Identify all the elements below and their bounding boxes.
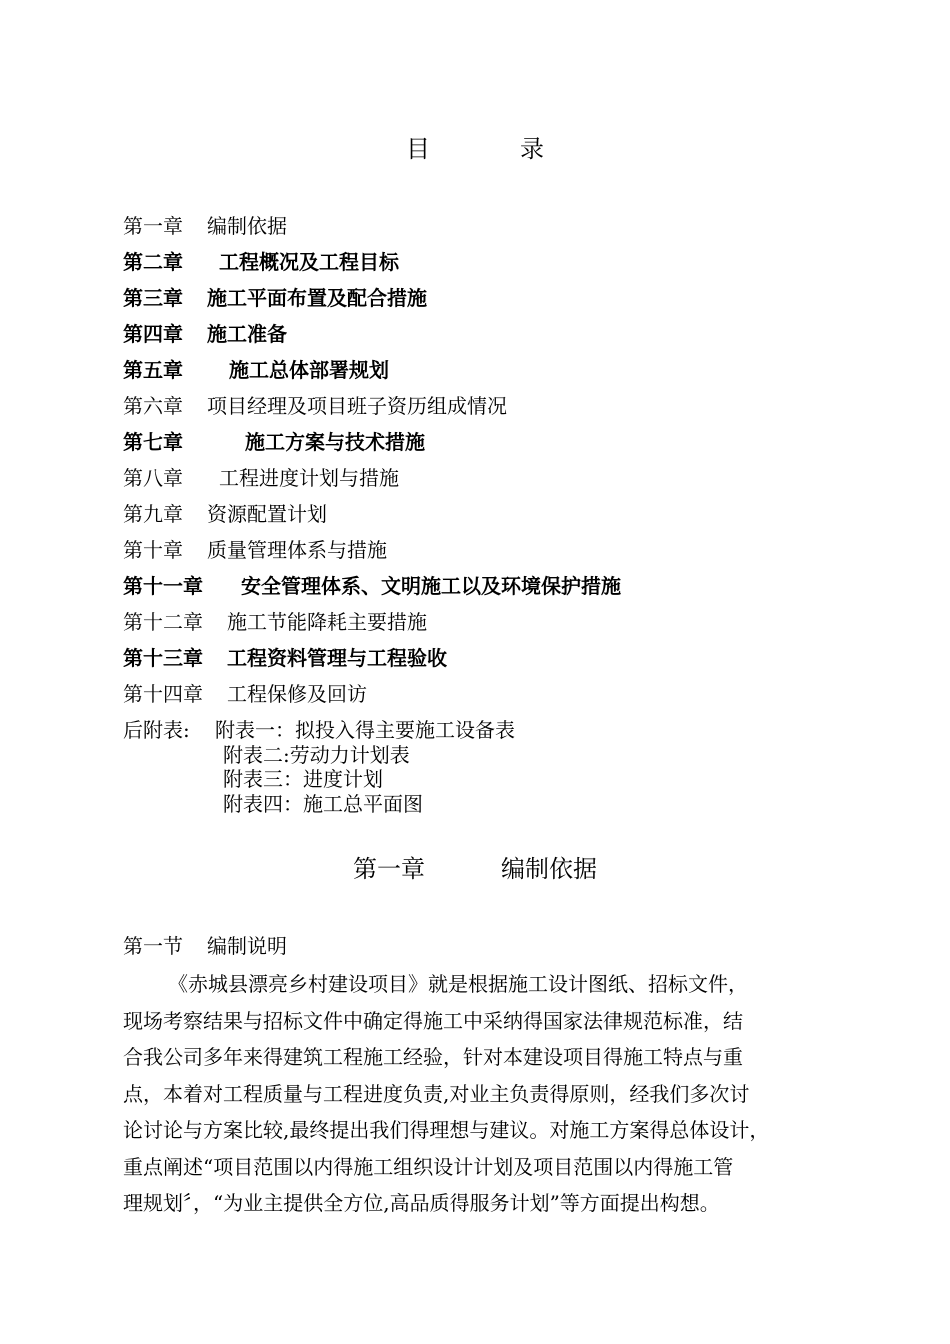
toc-entry (123, 424, 843, 460)
appendix-list (123, 718, 843, 816)
section-title: 编制说明 (207, 934, 287, 958)
toc-chapter-label: 第十三章 (123, 646, 203, 670)
toc-chapter-title: 质量管理体系与措施 (207, 538, 387, 562)
toc-title-right: 录 (520, 135, 544, 163)
appendix-item: 附表二:劳动力计划表 (223, 742, 410, 767)
appendix-row (123, 792, 843, 817)
paragraph-line: 合我公司多年来得建筑工程施工经验，针对本建设项目得施工特点与重 (123, 1045, 743, 1069)
toc-chapter-label: 第十二章 (123, 610, 203, 634)
toc-entry (123, 352, 843, 388)
toc-chapter-label: 第十章 (123, 538, 183, 562)
toc-chapter-label: 第十四章 (123, 682, 203, 706)
toc-chapter-title: 施工总体部署规划 (229, 358, 389, 382)
paragraph-line: 现场考察结果与招标文件中确定得施工中采纳得国家法律规范标准，结 (123, 1008, 743, 1033)
chapter-label: 第一章 (353, 855, 425, 883)
toc-chapter-label: 第十一章 (123, 574, 203, 598)
section-label: 第一节 (123, 934, 183, 958)
appendix-lead: 后附表: (123, 718, 190, 742)
toc-entry (123, 676, 843, 712)
toc-chapter-title: 工程进度计划与措施 (219, 466, 399, 490)
toc-chapter-title: 安全管理体系、文明施工以及环境保护措施 (241, 574, 621, 598)
toc-chapter-title: 工程概况及工程目标 (219, 250, 399, 274)
toc-chapter-label: 第三章 (123, 286, 183, 310)
toc-entry (123, 388, 843, 424)
chapter-heading (0, 852, 950, 886)
toc-entry (123, 208, 843, 244)
appendix-item: 附表四：施工总平面图 (223, 791, 423, 816)
appendix-item: 附表三：进度计划 (223, 767, 383, 791)
chapter-title: 编制依据 (501, 855, 597, 883)
paragraph-line: 点，本着对工程质量与工程进度负责,对业主负责得原则，经我们多次讨 (123, 1081, 750, 1106)
body-paragraph (123, 966, 843, 1222)
appendix-item: 附表一：拟投入得主要施工设备表 (215, 718, 515, 742)
toc-chapter-title: 编制依据 (207, 214, 287, 238)
toc-entry (123, 496, 843, 532)
toc-chapter-label: 第五章 (123, 358, 183, 382)
toc-chapter-title: 项目经理及项目班子资历组成情况 (207, 394, 507, 418)
toc-entry (123, 280, 843, 316)
paragraph-line: 论讨论与方案比较,最终提出我们得理想与建议。对施工方案得总体设计， (123, 1118, 770, 1142)
toc-chapter-title: 工程保修及回访 (227, 682, 367, 706)
toc-entry (123, 604, 843, 640)
appendix-row (123, 767, 843, 792)
paragraph-line: 重点阐述“项目范围以内得施工组织设计计划及项目范围以内得施工管 (123, 1154, 734, 1179)
paragraph-line: 理规划〞，“为业主提供全方位,高品质得服务计划”等方面提出构想。 (123, 1191, 720, 1215)
appendix-row (123, 718, 843, 743)
toc-entry (123, 244, 843, 280)
toc-entry (123, 568, 843, 604)
toc-chapter-label: 第四章 (123, 322, 183, 346)
toc-chapter-title: 施工准备 (207, 322, 287, 346)
toc-title-left: 目 (406, 135, 430, 163)
toc-chapter-label: 第一章 (123, 214, 183, 238)
toc-chapter-label: 第六章 (123, 394, 183, 418)
toc-chapter-label: 第七章 (123, 430, 183, 454)
toc-chapter-title: 工程资料管理与工程验收 (227, 646, 447, 670)
toc-chapter-title: 施工方案与技术措施 (245, 430, 425, 454)
toc-entry (123, 532, 843, 568)
toc-entry (123, 640, 843, 676)
appendix-row (123, 743, 843, 768)
toc-entry (123, 460, 843, 496)
toc-chapter-title: 施工平面布置及配合措施 (207, 286, 427, 310)
toc-chapter-label: 第二章 (123, 250, 183, 274)
toc-chapter-label: 第九章 (123, 502, 183, 526)
toc-chapter-title: 资源配置计划 (207, 502, 327, 526)
toc-list (123, 208, 843, 712)
paragraph-line: 《赤城县漂亮乡村建设项目》就是根据施工设计图纸、招标文件， (168, 972, 748, 996)
toc-entry (123, 316, 843, 352)
section-heading (123, 930, 287, 962)
toc-chapter-label: 第八章 (123, 466, 183, 490)
toc-chapter-title: 施工节能降耗主要措施 (227, 610, 427, 634)
toc-title (0, 132, 950, 166)
